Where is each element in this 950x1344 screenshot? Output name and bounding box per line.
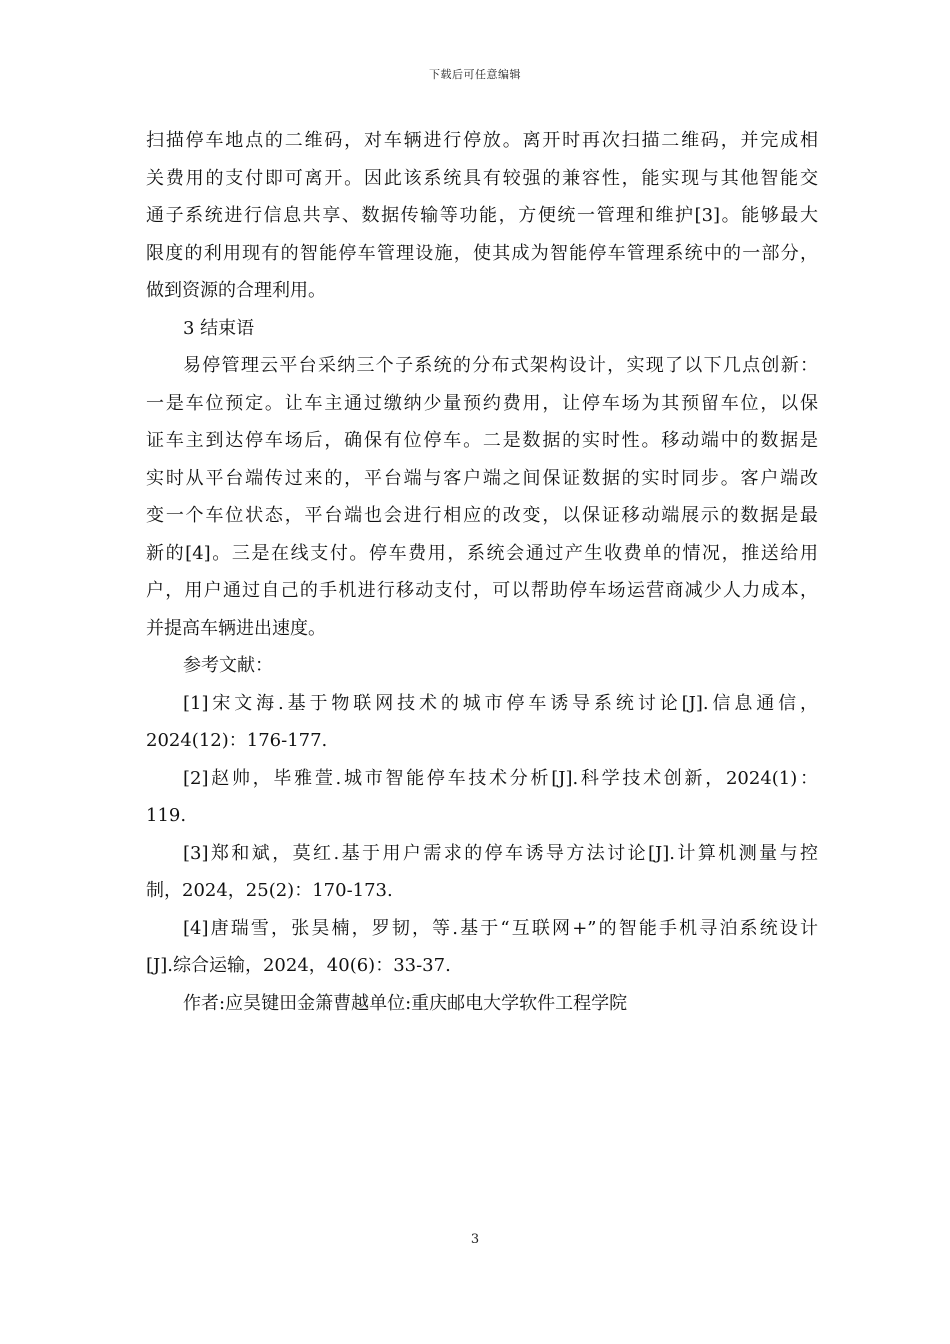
- paragraph-line: 并提高车辆进出速度。: [146, 617, 326, 639]
- paragraph-line: 易停管理云平台采纳三个子系统的分布式架构设计，实现了以下几点创新：: [183, 355, 818, 376]
- paragraph-line: 限度的利用现有的智能停车管理设施，使其成为智能停车管理系统中的一部分，: [146, 242, 818, 264]
- paragraph-line: 做到资源的合理利用。: [146, 280, 326, 301]
- reference-item: [146, 685, 818, 760]
- reference-item: [146, 835, 818, 910]
- reference-line: [2]赵帅，毕雅萱.城市智能停车技术分析[J].科学技术创新，2024(1)：: [183, 767, 818, 789]
- references-heading: 参考文献：: [183, 655, 273, 676]
- paragraph-line: 证车主到达停车场后，确保有位停车。二是数据的实时性。移动端中的数据是: [146, 430, 818, 451]
- paragraph-line: 通子系统进行信息共享、数据传输等功能，方便统一管理和维护[3]。能够最大: [146, 205, 818, 226]
- paragraph-parking-scan: [146, 122, 818, 310]
- reference-line: 119.: [146, 805, 187, 826]
- paragraph-line: 户，用户通过自己的手机进行移动支付，可以帮助停车场运营商减少人力成本，: [146, 580, 818, 601]
- reference-list: [146, 685, 818, 985]
- page-header: 下载后可任意编辑: [429, 68, 521, 81]
- paragraph-conclusion: [146, 347, 818, 647]
- reference-line: 制，2024，25(2)：170-173.: [146, 880, 393, 901]
- author-affiliation: 作者:应昊键田金箫曹越单位:重庆邮电大学软件工程学院: [183, 992, 628, 1014]
- reference-line: 2024(12)：176-177.: [146, 730, 328, 751]
- reference-item: [146, 910, 818, 985]
- paragraph-line: 新的[4]。三是在线支付。停车费用，系统会通过产生收费单的情况，推送给用: [146, 542, 818, 564]
- reference-line: [4]唐瑞雪，张昊楠，罗韧，等.基于“互联网+”的智能手机寻泊系统设计: [183, 917, 818, 939]
- paragraph-line: 实时从平台端传过来的，平台端与客户端之间保证数据的实时同步。客户端改: [146, 467, 818, 489]
- paragraph-line: 一是车位预定。让车主通过缴纳少量预约费用，让停车场为其预留车位，以保: [146, 392, 818, 414]
- document-body: [146, 122, 818, 1022]
- reference-line: [J].综合运输，2024，40(6)：33-37.: [146, 955, 451, 976]
- reference-line: [3]郑和斌，莫红.基于用户需求的停车诱导方法讨论[J].计算机测量与控: [183, 842, 818, 864]
- page-number: 3: [470, 1232, 480, 1247]
- paragraph-line: 变一个车位状态，平台端也会进行相应的改变，以保证移动端展示的数据是最: [146, 505, 818, 526]
- reference-item: [146, 760, 818, 835]
- paragraph-line: 关费用的支付即可离开。因此该系统具有较强的兼容性，能实现与其他智能交: [146, 167, 818, 189]
- reference-line: [1]宋文海.基于物联网技术的城市停车诱导系统讨论[J].信息通信，: [183, 692, 818, 714]
- paragraph-line: 扫描停车地点的二维码，对车辆进行停放。离开时再次扫描二维码，并完成相: [146, 130, 818, 151]
- section-heading: 3 结束语: [183, 317, 255, 339]
